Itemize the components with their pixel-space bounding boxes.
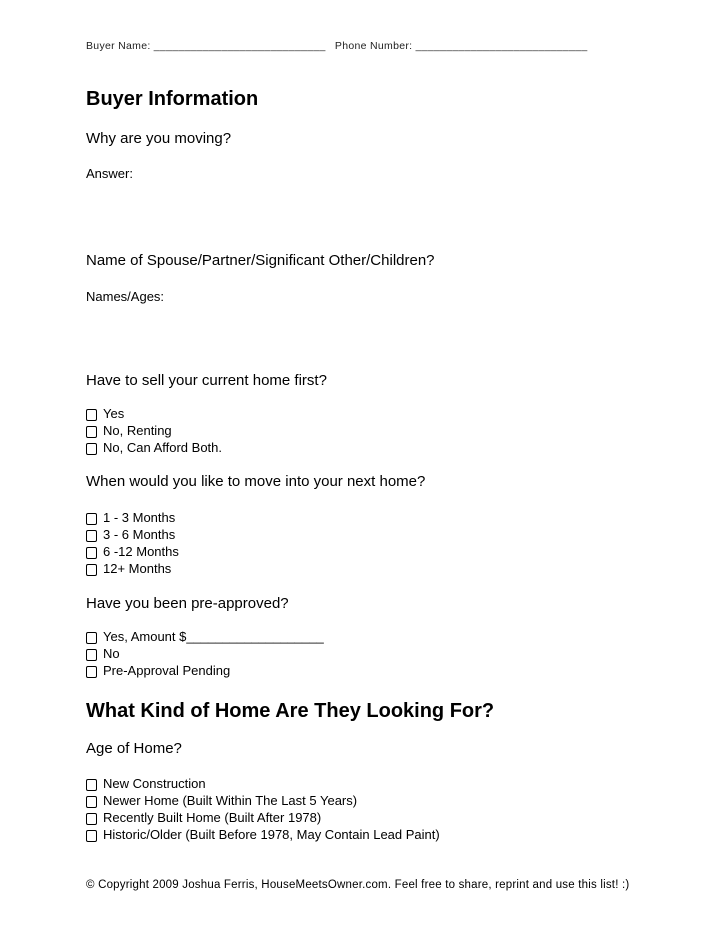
- age-options-list: [86, 775, 440, 843]
- names-ages-label: Names/Ages:: [86, 289, 165, 304]
- list-item[interactable]: [86, 809, 440, 826]
- question-move-when: When would you like to move into your next home?: [86, 473, 426, 490]
- checkbox-icon[interactable]: [86, 666, 97, 678]
- list-item[interactable]: [86, 560, 179, 577]
- option-label: No, Can Afford Both.: [103, 440, 222, 455]
- checkbox-icon[interactable]: [86, 426, 97, 438]
- checkbox-icon[interactable]: [86, 513, 97, 525]
- answer-label: Answer:: [86, 166, 133, 181]
- list-item[interactable]: [86, 405, 222, 422]
- option-label: Historic/Older (Built Before 1978, May Contain Lead Paint): [103, 827, 440, 842]
- option-label: 6 -12 Months: [103, 544, 179, 559]
- buyer-name-field: Buyer Name: ____________________________: [86, 40, 326, 52]
- home-type-title: What Kind of Home Are They Looking For?: [86, 700, 495, 722]
- option-label: 3 - 6 Months: [103, 527, 176, 542]
- list-item[interactable]: [86, 645, 324, 662]
- checkbox-icon[interactable]: [86, 409, 97, 421]
- question-why-moving: Why are you moving?: [86, 130, 232, 147]
- list-item[interactable]: [86, 662, 324, 679]
- sell-options-list: [86, 405, 222, 456]
- option-label: Yes, Amount $___________________: [103, 629, 324, 644]
- question-age-of-home: Age of Home?: [86, 740, 182, 757]
- checkbox-icon[interactable]: [86, 632, 97, 644]
- question-sell-home: Have to sell your current home first?: [86, 372, 327, 389]
- option-label: No, Renting: [103, 423, 172, 438]
- list-item[interactable]: [86, 628, 324, 645]
- copyright-footer: © Copyright 2009 Joshua Ferris, HouseMeetsOwner.com. Feel free to share, reprint and use this list! :): [86, 879, 630, 891]
- checkbox-icon[interactable]: [86, 813, 97, 825]
- option-label: 12+ Months: [103, 561, 172, 576]
- option-label: Recently Built Home (Built After 1978): [103, 810, 322, 825]
- checkbox-icon[interactable]: [86, 649, 97, 661]
- list-item[interactable]: [86, 439, 222, 456]
- question-preapproved: Have you been pre-approved?: [86, 595, 289, 612]
- preapproved-options-list: [86, 628, 324, 679]
- option-label: New Construction: [103, 776, 206, 791]
- option-label: Newer Home (Built Within The Last 5 Years): [103, 793, 358, 808]
- question-spouse-names: Name of Spouse/Partner/Significant Other/Children?: [86, 252, 435, 269]
- checkbox-icon[interactable]: [86, 779, 97, 791]
- list-item[interactable]: [86, 526, 179, 543]
- header-fields: [86, 40, 588, 52]
- list-item[interactable]: [86, 792, 440, 809]
- checkbox-icon[interactable]: [86, 564, 97, 576]
- option-label: 1 - 3 Months: [103, 510, 176, 525]
- option-label: Yes: [103, 406, 125, 421]
- buyer-information-title: Buyer Information: [86, 88, 259, 110]
- list-item[interactable]: [86, 826, 440, 843]
- checkbox-icon[interactable]: [86, 443, 97, 455]
- checkbox-icon[interactable]: [86, 547, 97, 559]
- list-item[interactable]: [86, 422, 222, 439]
- list-item[interactable]: [86, 775, 440, 792]
- checkbox-icon[interactable]: [86, 530, 97, 542]
- list-item[interactable]: [86, 543, 179, 560]
- option-label: No: [103, 646, 120, 661]
- option-label: Pre-Approval Pending: [103, 663, 231, 678]
- list-item[interactable]: [86, 509, 179, 526]
- move-options-list: [86, 509, 179, 577]
- phone-number-field: Phone Number: ____________________________: [334, 40, 588, 52]
- checkbox-icon[interactable]: [86, 796, 97, 808]
- checkbox-icon[interactable]: [86, 830, 97, 842]
